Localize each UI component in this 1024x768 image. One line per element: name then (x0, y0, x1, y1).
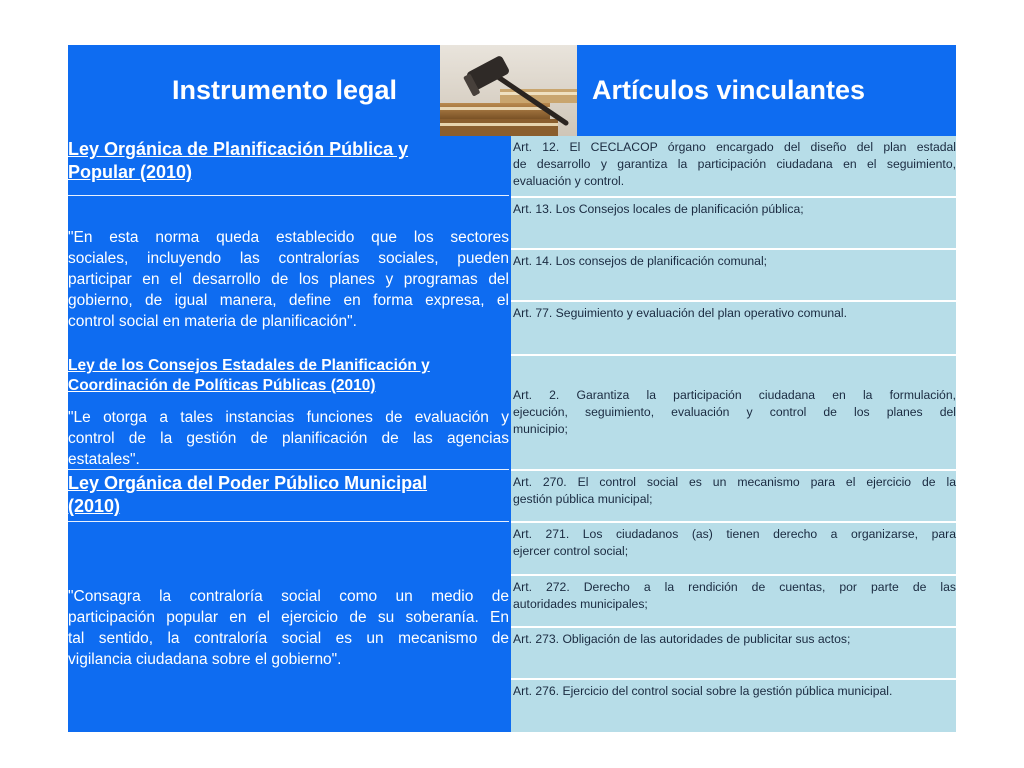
article-line: Art. 271. Los ciudadanos (as) tienen derecho a organizarse, para (513, 527, 956, 541)
law-title-line: Coordinación de Políticas Públicas (2010) (68, 377, 376, 394)
article-cell (511, 356, 956, 469)
legal-instruments-table (68, 45, 956, 732)
article-cell (511, 680, 956, 732)
law-description-line: "En esta norma queda establecido que los sectores (68, 229, 509, 246)
law-description-line: control de la gestión de planificación de las agencias (68, 430, 509, 447)
header-left-title: Instrumento legal (172, 75, 398, 105)
article-line: Art. 273. Obligación de las autoridades de publicitar sus actos; (513, 632, 851, 646)
law-description (68, 227, 509, 332)
article-line: Art. 12. El CECLACOP órgano encargado del diseño del plan estadal (513, 140, 956, 154)
article-line: de desarrollo y garantiza la participación ciudadana en el seguimiento, (513, 157, 956, 171)
law-description-line: participar en el desarrollo de los planes y programas del (68, 271, 509, 288)
article-line: Art. 14. Los consejos de planificación comunal; (513, 254, 768, 268)
article-cell (511, 576, 956, 626)
table-header (68, 45, 956, 136)
article-cell (511, 136, 956, 196)
article-cell (511, 471, 956, 521)
law-description-line: participación popular en el ejercicio de su soberanía. En (68, 609, 509, 626)
article-cell (511, 250, 956, 300)
article-line: Art. 77. Seguimiento y evaluación del plan operativo comunal. (513, 306, 848, 320)
article-cell (511, 302, 956, 354)
law-description-line: "Le otorga a tales instancias funciones de evaluación y (68, 409, 509, 426)
law-cell (68, 136, 509, 354)
header-right-title: Artículos vinculantes (592, 75, 866, 105)
law-description-line: "Consagra la contraloría social como un medio de (68, 588, 509, 605)
gavel-on-books-icon (440, 45, 577, 136)
article-line: municipio; (513, 422, 568, 436)
article-line: autoridades municipales; (513, 597, 648, 611)
law-title[interactable] (68, 356, 430, 396)
article-line: Art. 2. Garantiza la participación ciudadana en la formulación, (513, 388, 956, 402)
law-title-line: Ley de los Consejos Estadales de Planificación y (68, 357, 430, 374)
law-title-line: (2010) (68, 496, 121, 516)
article-line: ejercer control social; (513, 544, 629, 558)
law-description-line: tal sentido, la contraloría social es un mecanismo de (68, 630, 509, 647)
law-description (68, 586, 509, 670)
law-description-line: vigilancia ciudadana sobre el gobierno". (68, 651, 342, 668)
law-title-line: Ley Orgánica de Planificación Pública y (68, 139, 409, 159)
article-line: ejecución, seguimiento, evaluación y control de los planes del (513, 405, 956, 419)
law-description-line: control social en materia de planificación". (68, 313, 357, 330)
law-title-line: Ley Orgánica del Poder Público Municipal (68, 473, 428, 493)
law-title[interactable] (68, 138, 408, 184)
article-line: Art. 270. El control social es un mecanismo para el ejercicio de la (513, 475, 956, 489)
law-title[interactable] (68, 472, 427, 518)
article-line: Art. 13. Los Consejos locales de planificación pública; (513, 202, 804, 216)
law-description-line: sociales, incluyendo las contralorías sociales, pueden (68, 250, 509, 267)
article-line: evaluación y control. (513, 174, 625, 188)
article-line: gestión pública municipal; (513, 492, 653, 506)
article-cell (511, 628, 956, 678)
row-divider (68, 521, 509, 522)
article-cell (511, 198, 956, 248)
law-cell (68, 470, 509, 732)
article-cell (511, 523, 956, 574)
row-divider (68, 195, 509, 196)
law-cell (68, 355, 509, 469)
law-description-line: estatales". (68, 451, 140, 468)
law-description-line: gobierno, de igual manera, define en forma expresa, el (68, 292, 509, 309)
law-title-line: Popular (2010) (68, 162, 193, 182)
article-line: Art. 276. Ejercicio del control social sobre la gestión pública municipal. (513, 684, 893, 698)
article-line: Art. 272. Derecho a la rendición de cuentas, por parte de las (513, 580, 956, 594)
law-description (68, 407, 509, 470)
